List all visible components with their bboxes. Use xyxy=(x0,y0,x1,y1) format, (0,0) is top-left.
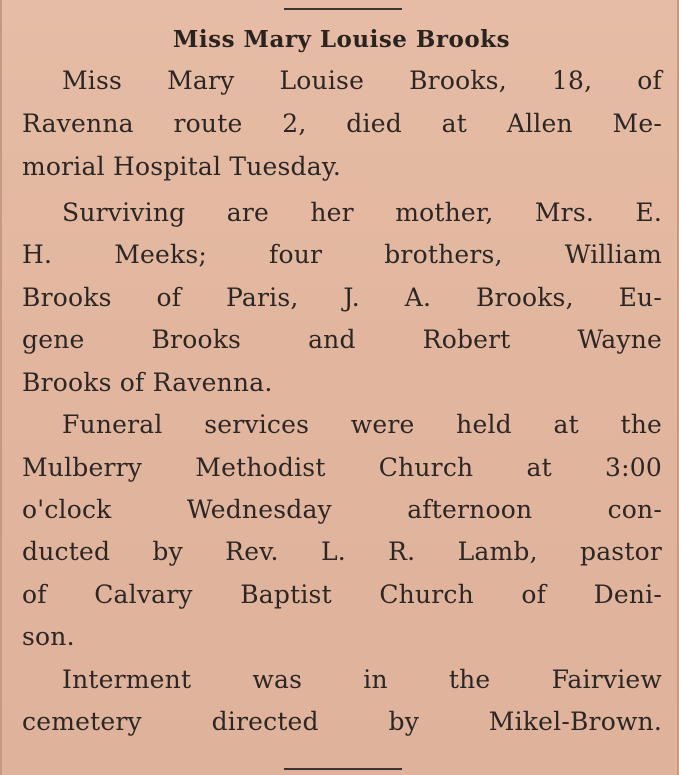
text-line: gene Brooks and Robert Wayne xyxy=(22,325,662,354)
text-line: Brooks of Paris, J. A. Brooks, Eu- xyxy=(22,283,662,312)
bottom-rule-divider xyxy=(284,768,402,770)
text-line: Ravenna route 2, died at Allen Me- xyxy=(22,109,662,138)
text-line: cemetery directed by Mikel-Brown. xyxy=(22,707,662,736)
top-rule-divider xyxy=(284,8,402,10)
text-line: o'clock Wednesday afternoon con- xyxy=(22,495,662,524)
text-line: morial Hospital Tuesday. xyxy=(22,152,341,181)
text-line: ducted by Rev. L. R. Lamb, pastor xyxy=(22,537,662,566)
text-line: Brooks of Ravenna. xyxy=(22,368,273,397)
text-line: Surviving are her mother, Mrs. E. xyxy=(62,198,662,227)
text-line: Interment was in the Fairview xyxy=(62,665,662,694)
text-line: H. Meeks; four brothers, William xyxy=(22,240,662,269)
text-line: Funeral services were held at the xyxy=(62,410,662,439)
text-line: son. xyxy=(22,622,75,651)
obituary-headline: Miss Mary Louise Brooks xyxy=(172,26,511,53)
text-line: of Calvary Baptist Church of Deni- xyxy=(22,580,662,609)
text-line: Miss Mary Louise Brooks, 18, of xyxy=(62,66,662,95)
text-line: Mulberry Methodist Church at 3:00 xyxy=(22,453,662,482)
